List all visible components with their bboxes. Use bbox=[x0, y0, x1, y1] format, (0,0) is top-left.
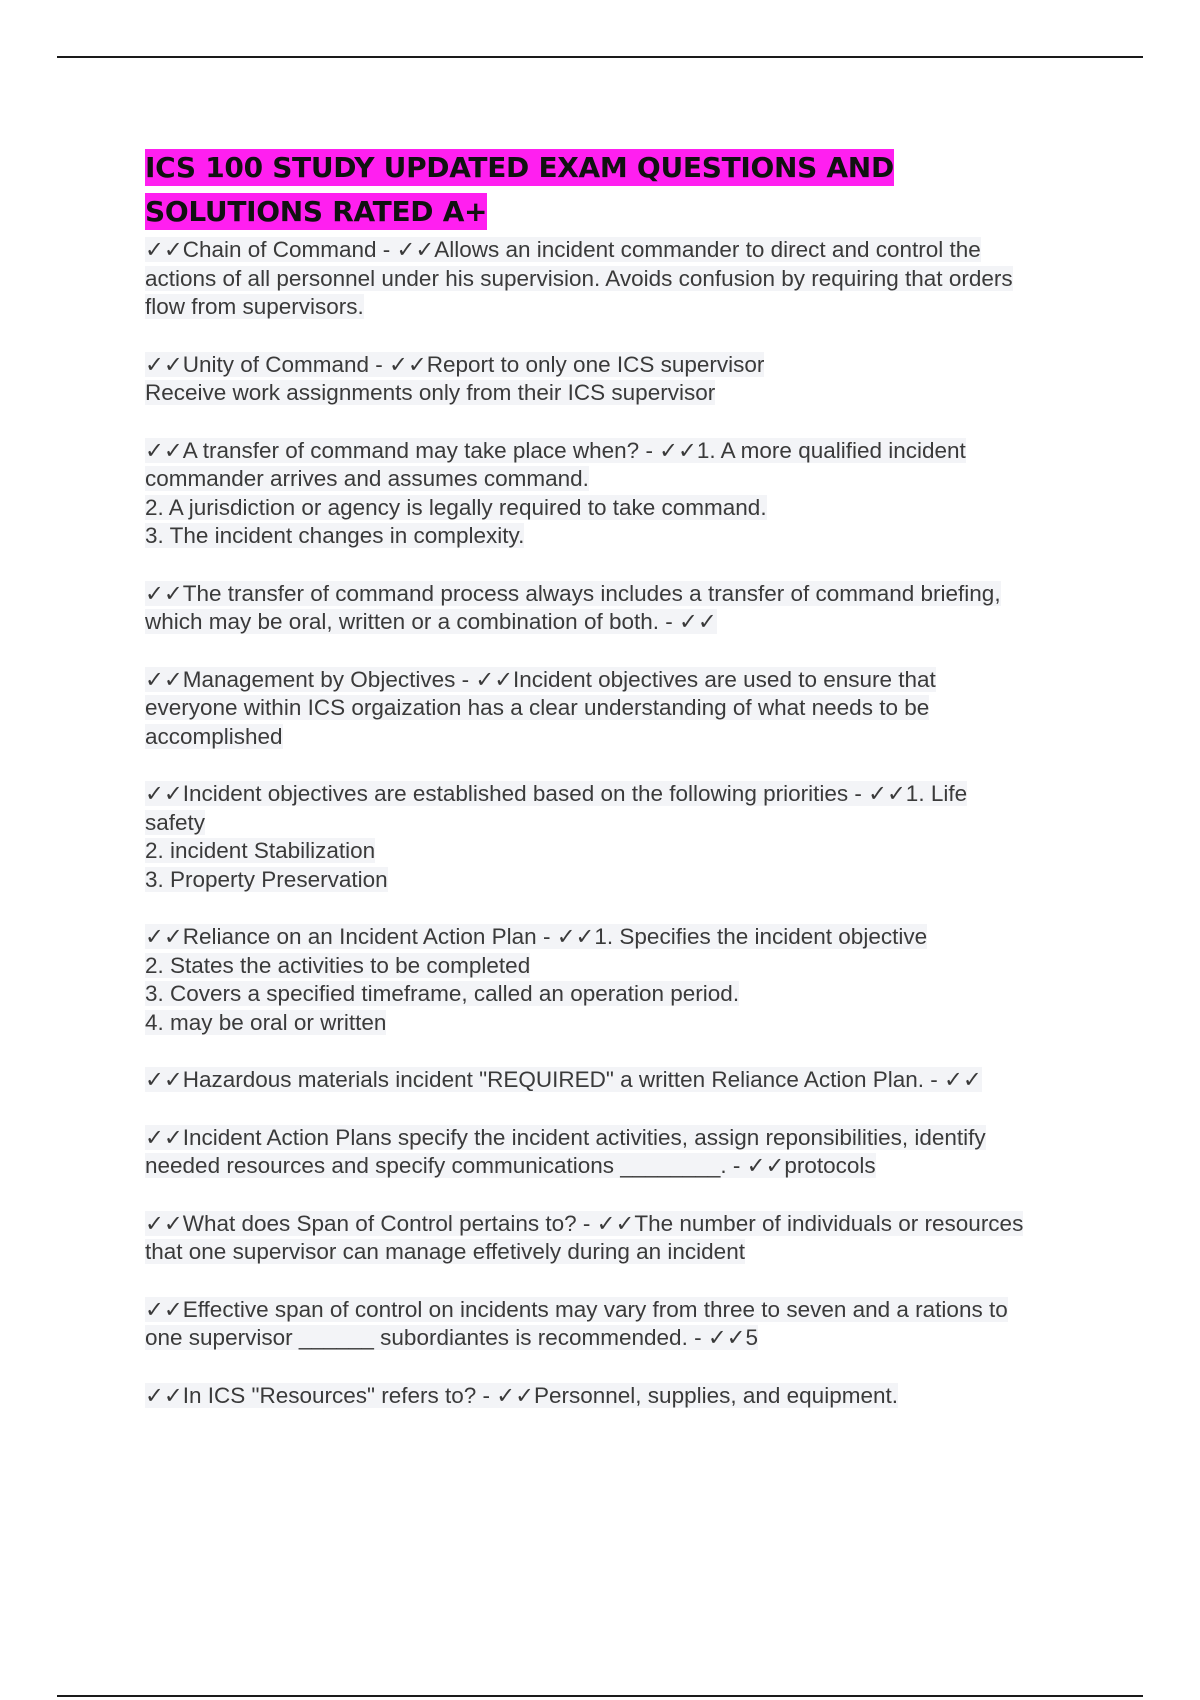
qa-line-text: 3. Covers a specified timeframe, called an operation period. bbox=[145, 981, 740, 1006]
qa-line-text: ✓✓A transfer of command may take place when? - ✓✓1. A more qualified incident bbox=[145, 437, 966, 463]
qa-line bbox=[145, 1238, 1095, 1267]
qa-item bbox=[145, 580, 1095, 637]
qa-line bbox=[145, 1382, 1095, 1411]
qa-line bbox=[145, 1210, 1095, 1239]
qa-line-text: everyone within ICS orgaization has a clear understanding of what needs to be bbox=[145, 695, 930, 720]
qa-list bbox=[145, 236, 1095, 1410]
qa-line-text: Receive work assignments only from their ICS supervisor bbox=[145, 380, 716, 405]
qa-item bbox=[145, 1296, 1095, 1353]
qa-line bbox=[145, 351, 1095, 380]
document-body bbox=[145, 146, 1095, 1439]
qa-line-text: flow from supervisors. bbox=[145, 294, 364, 319]
qa-line bbox=[145, 1324, 1095, 1353]
qa-line bbox=[145, 780, 1095, 809]
qa-line bbox=[145, 1124, 1095, 1153]
qa-line-text: 3. Property Preservation bbox=[145, 866, 388, 892]
qa-line-text: ✓✓Effective span of control on incidents may vary from three to seven and a rations to bbox=[145, 1296, 1008, 1322]
top-rule bbox=[57, 56, 1143, 58]
qa-item bbox=[145, 1124, 1095, 1181]
title-line-1: ICS 100 STUDY UPDATED EXAM QUESTIONS AND bbox=[145, 151, 894, 184]
qa-line bbox=[145, 1009, 1095, 1038]
qa-item bbox=[145, 666, 1095, 752]
qa-item bbox=[145, 780, 1095, 894]
qa-line-text: ✓✓Unity of Command - ✓✓Report to only one ICS supervisor bbox=[145, 351, 765, 377]
qa-line bbox=[145, 379, 1095, 408]
qa-line bbox=[145, 437, 1095, 466]
qa-line-text: 2. incident Stabilization bbox=[145, 838, 376, 863]
qa-item bbox=[145, 437, 1095, 551]
qa-line-text: actions of all personnel under his supervision. Avoids confusion by requiring that orders bbox=[145, 265, 1013, 291]
qa-line bbox=[145, 809, 1095, 838]
qa-line bbox=[145, 465, 1095, 494]
qa-line bbox=[145, 236, 1095, 265]
qa-line bbox=[145, 837, 1095, 866]
qa-line bbox=[145, 666, 1095, 695]
qa-line-text: ✓✓Hazardous materials incident "REQUIRED" a written Reliance Action Plan. - ✓✓ bbox=[145, 1067, 982, 1092]
qa-line bbox=[145, 522, 1095, 551]
qa-line bbox=[145, 494, 1095, 523]
qa-line-text: commander arrives and assumes command. bbox=[145, 466, 589, 491]
qa-item bbox=[145, 1210, 1095, 1267]
qa-line bbox=[145, 265, 1095, 294]
qa-line-text: 2. A jurisdiction or agency is legally required to take command. bbox=[145, 494, 767, 520]
qa-line bbox=[145, 694, 1095, 723]
qa-line-text: needed resources and specify communications ________. - ✓✓protocols bbox=[145, 1153, 876, 1178]
qa-line-text: 4. may be oral or written bbox=[145, 1009, 387, 1035]
qa-line-text: ✓✓What does Span of Control pertains to? - ✓✓The number of individuals or resources bbox=[145, 1210, 1024, 1236]
qa-line bbox=[145, 1066, 1095, 1095]
qa-line-text: accomplished bbox=[145, 723, 283, 749]
qa-line bbox=[145, 723, 1095, 752]
qa-line-text: ✓✓In ICS "Resources" refers to? - ✓✓Personnel, supplies, and equipment. bbox=[145, 1382, 898, 1408]
qa-item bbox=[145, 1066, 1095, 1095]
qa-line bbox=[145, 1152, 1095, 1181]
bottom-rule bbox=[57, 1695, 1143, 1697]
qa-line-text: one supervisor ______ subordiantes is recommended. - ✓✓5 bbox=[145, 1325, 759, 1350]
document-title bbox=[145, 146, 1095, 234]
qa-line bbox=[145, 1296, 1095, 1325]
qa-line-text: 3. The incident changes in complexity. bbox=[145, 523, 525, 548]
qa-line-text: that one supervisor can manage effetively during an incident bbox=[145, 1239, 745, 1264]
qa-item bbox=[145, 236, 1095, 322]
qa-line-text: which may be oral, written or a combination of both. - ✓✓ bbox=[145, 609, 717, 634]
qa-line-text: ✓✓Incident Action Plans specify the incident activities, assign reponsibilities, identify bbox=[145, 1124, 986, 1150]
qa-item bbox=[145, 351, 1095, 408]
qa-line bbox=[145, 580, 1095, 609]
qa-line bbox=[145, 293, 1095, 322]
qa-line bbox=[145, 980, 1095, 1009]
qa-line bbox=[145, 866, 1095, 895]
qa-item bbox=[145, 923, 1095, 1037]
qa-line-text: 2. States the activities to be completed bbox=[145, 952, 531, 978]
qa-line bbox=[145, 923, 1095, 952]
qa-line-text: ✓✓Incident objectives are established based on the following priorities - ✓✓1. Life bbox=[145, 781, 968, 806]
qa-item bbox=[145, 1382, 1095, 1411]
qa-line-text: ✓✓Reliance on an Incident Action Plan - ✓✓1. Specifies the incident objective bbox=[145, 924, 928, 949]
qa-line-text: ✓✓Management by Objectives - ✓✓Incident objectives are used to ensure that bbox=[145, 666, 936, 692]
qa-line-text: safety bbox=[145, 809, 206, 835]
qa-line bbox=[145, 952, 1095, 981]
qa-line bbox=[145, 608, 1095, 637]
qa-line-text: ✓✓Chain of Command - ✓✓Allows an incident commander to direct and control the bbox=[145, 237, 981, 262]
qa-line-text: ✓✓The transfer of command process always includes a transfer of command briefing, bbox=[145, 580, 1001, 606]
title-line-2: SOLUTIONS RATED A+ bbox=[145, 195, 488, 228]
